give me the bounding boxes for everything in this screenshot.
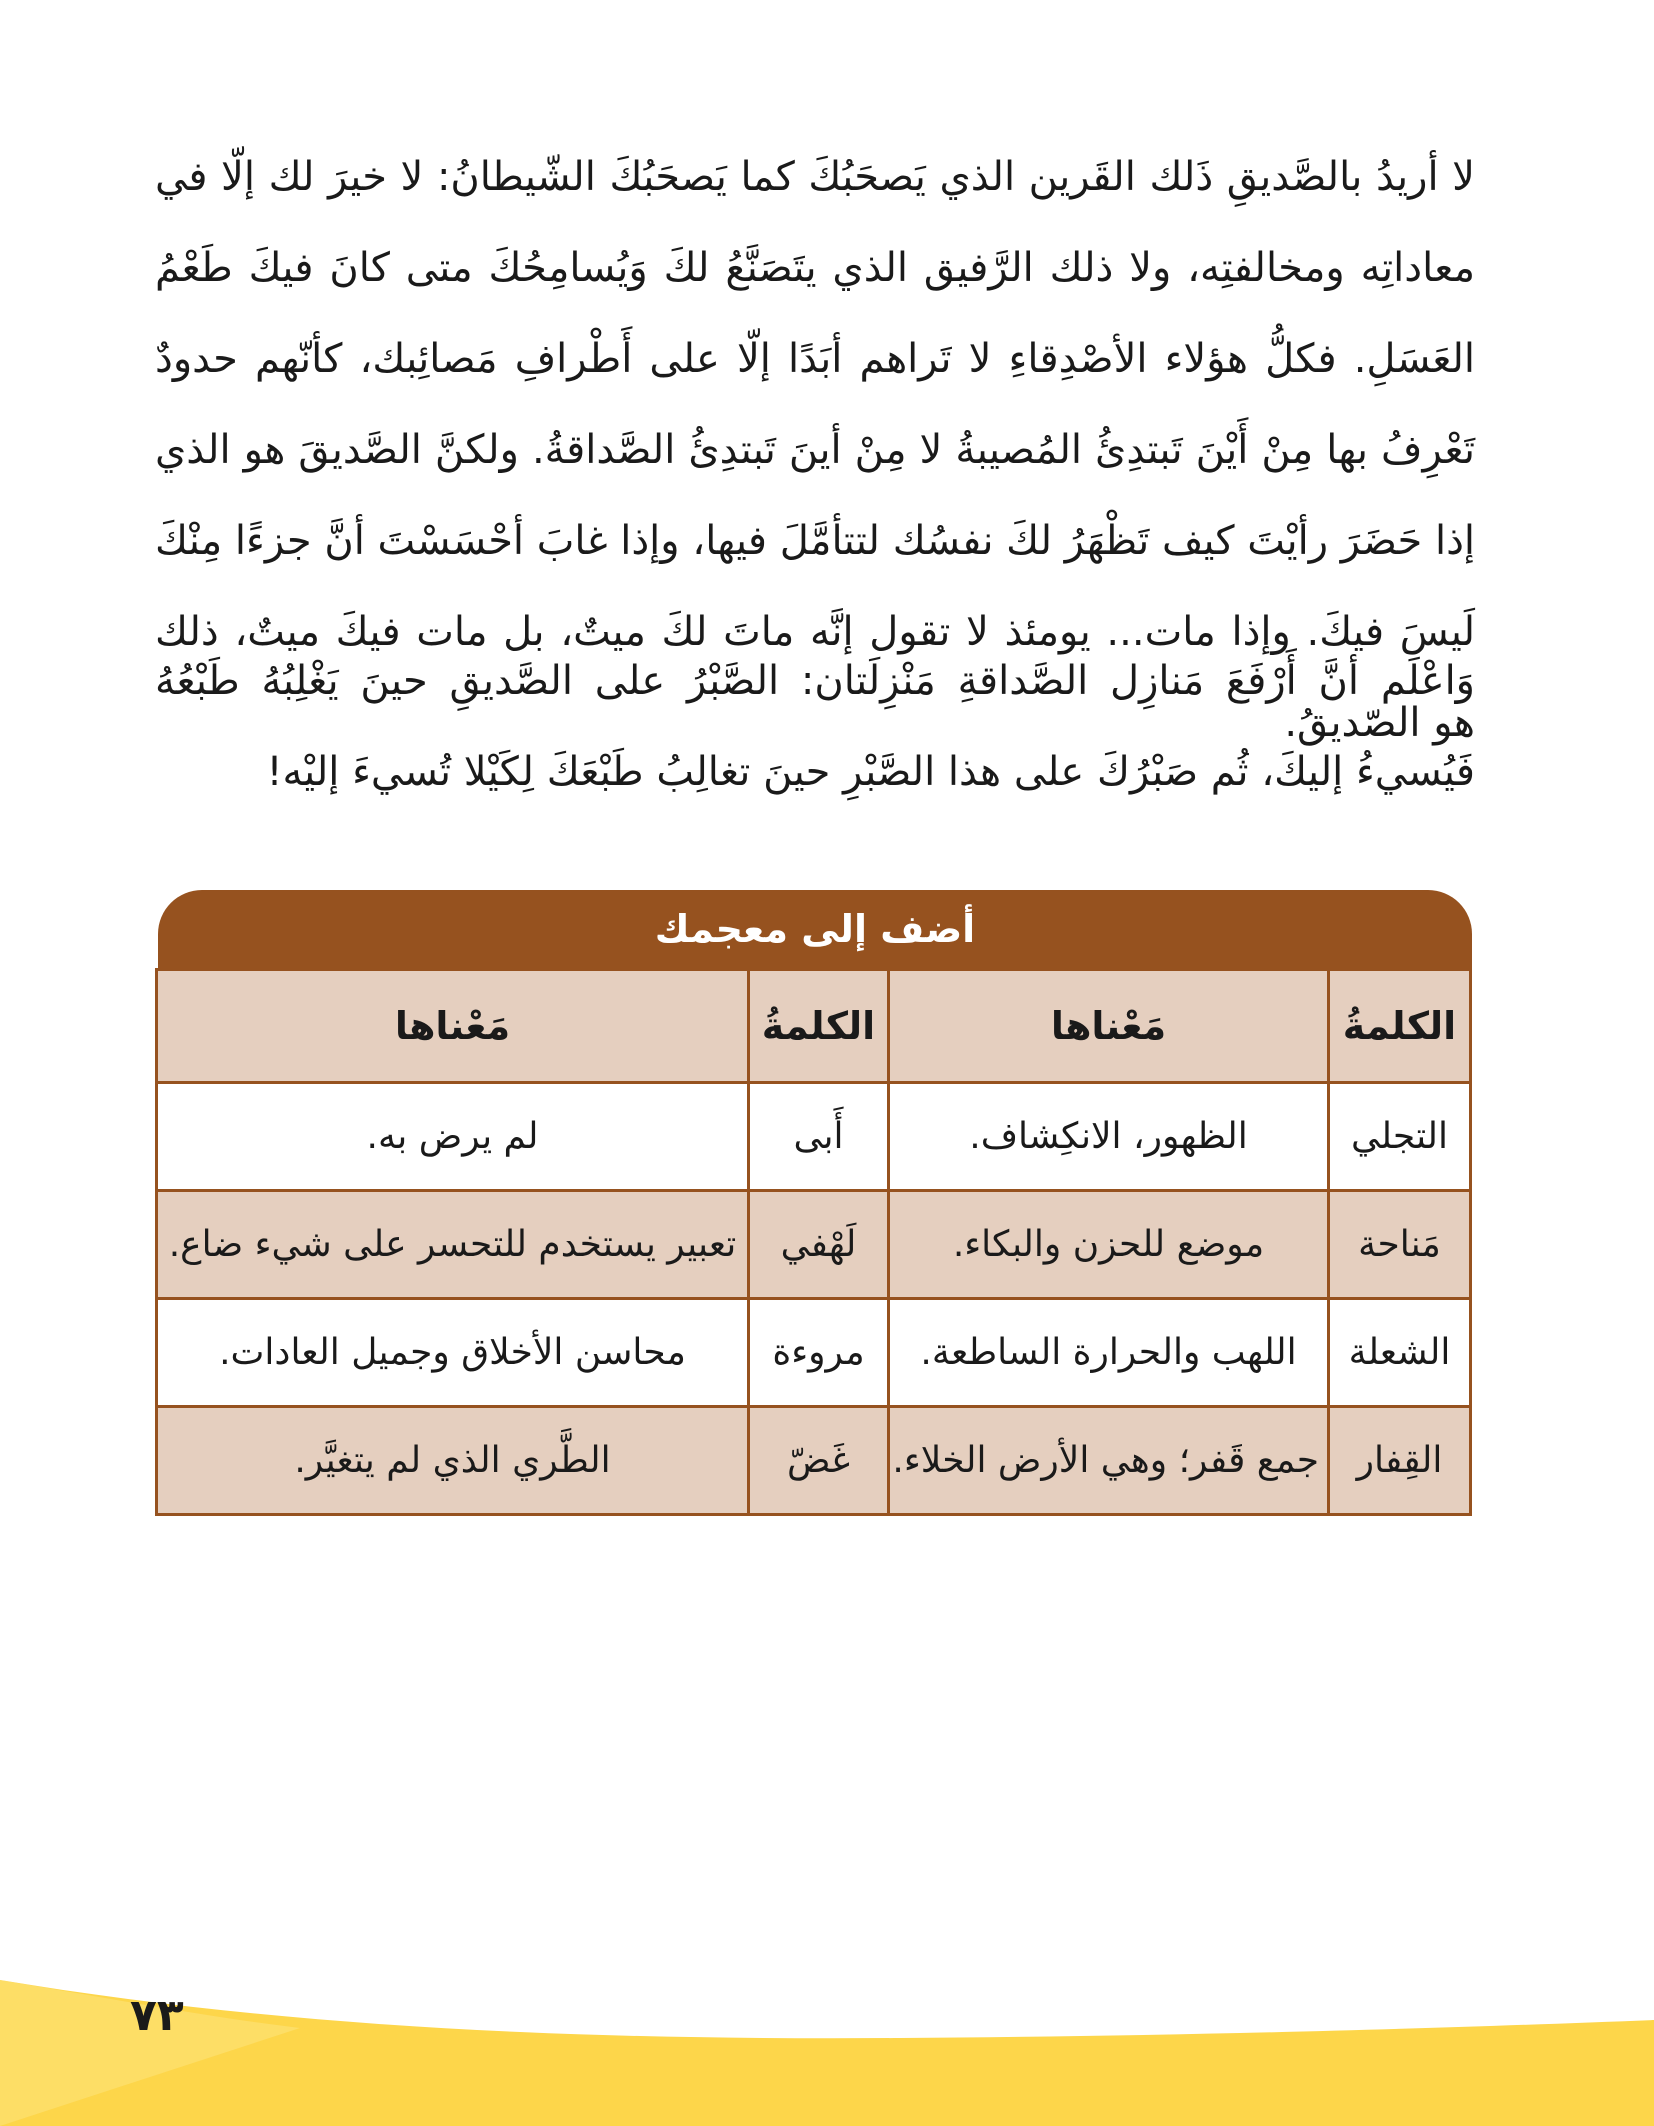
table-row xyxy=(157,1083,1471,1191)
word-cell: التجلي xyxy=(1329,1083,1471,1191)
meaning-cell: محاسن الأخلاق وجميل العادات. xyxy=(157,1299,749,1407)
vocabulary-box xyxy=(158,890,1472,1516)
vocabulary-title: أضف إلى معجمك xyxy=(158,890,1472,968)
meaning-cell: اللهب والحرارة الساطعة. xyxy=(889,1299,1329,1407)
table-row xyxy=(157,1299,1471,1407)
table-header-row xyxy=(157,970,1471,1083)
page-number: ٧٣ xyxy=(130,1990,184,2041)
paragraph-text: لا أريدُ بالصَّديقِ ذَلك القَرين الذي يَصحَبُكَ كما يَصحَبُكَ الشّيطانُ: لا خيرَ لك إلّا في معاداتِه ومخالفتِه، ولا ذلك الرَّفيق الذي يتَصَنَّعُ لكَ وَيُسامِحُكَ متى كانَ فيكَ طَعْمُ العَسَلِ. فكلُّ هؤلاء الأصْدِقاءِ لا تَراهم أبَدًا إلّا على أَطْرافِ مَصائِبك، كأنّهم حدودٌ تَعْرِفُ بها مِنْ أَيْنَ تَبتدِئُ المُصيبةُ لا مِنْ أينَ تَبتدِئُ الصَّداقةُ. ولكنَّ الصَّديقَ هو الذي إذا حَضَرَ رأيْتَ كيف تَظْهَرُ لكَ نفسُك لتتأمَّلَ فيها، وإذا غابَ أحْسَسْتَ أنَّ جزءًا مِنْكَ لَيسَ فيكَ. وإذا مات... يومئذ لا تقول إنَّه ماتَ لكَ ميتٌ، بل مات فيكَ ميتٌ، ذلك هو الصّديقُ. xyxy=(155,154,1475,746)
footer-wave-shape xyxy=(0,1980,1654,2126)
word-cell: غَضّ xyxy=(749,1407,889,1515)
header-meaning: مَعْناها xyxy=(157,970,749,1083)
footer-wave xyxy=(0,1920,1654,2126)
vocabulary-table xyxy=(155,968,1472,1516)
word-cell: القِفار xyxy=(1329,1407,1471,1515)
word-cell: مَناحة xyxy=(1329,1191,1471,1299)
body-paragraph-2 xyxy=(155,636,1475,818)
header-word: الكلمةُ xyxy=(1329,970,1471,1083)
paragraph-text: وَاعْلَم أنَّ أَرْفَعَ مَنازِل الصَّداقةِ مَنْزِلَتان: الصَّبْرُ على الصَّديقِ حينَ يَغْلِبُهُ طَبْعُهُ فَيُسيءُ إليكَ، ثُم صَبْرُكَ على هذا الصَّبْرِ حينَ تغالِبُ طَبْعَكَ لِكَيْلا تُسيءَ إليْه! xyxy=(155,658,1475,795)
meaning-cell: الطَّري الذي لم يتغيَّر. xyxy=(157,1407,749,1515)
word-cell: الشعلة xyxy=(1329,1299,1471,1407)
header-word: الكلمةُ xyxy=(749,970,889,1083)
table-row xyxy=(157,1191,1471,1299)
meaning-cell: موضع للحزن والبكاء. xyxy=(889,1191,1329,1299)
word-cell: أَبى xyxy=(749,1083,889,1191)
meaning-cell: الظهور، الانكِشاف. xyxy=(889,1083,1329,1191)
meaning-cell: لم يرض به. xyxy=(157,1083,749,1191)
word-cell: لَهْفي xyxy=(749,1191,889,1299)
meaning-cell: تعبير يستخدم للتحسر على شيء ضاع. xyxy=(157,1191,749,1299)
header-meaning: مَعْناها xyxy=(889,970,1329,1083)
meaning-cell: جمع قَفر؛ وهي الأرض الخلاء. xyxy=(889,1407,1329,1515)
table-row xyxy=(157,1407,1471,1515)
word-cell: مروءة xyxy=(749,1299,889,1407)
